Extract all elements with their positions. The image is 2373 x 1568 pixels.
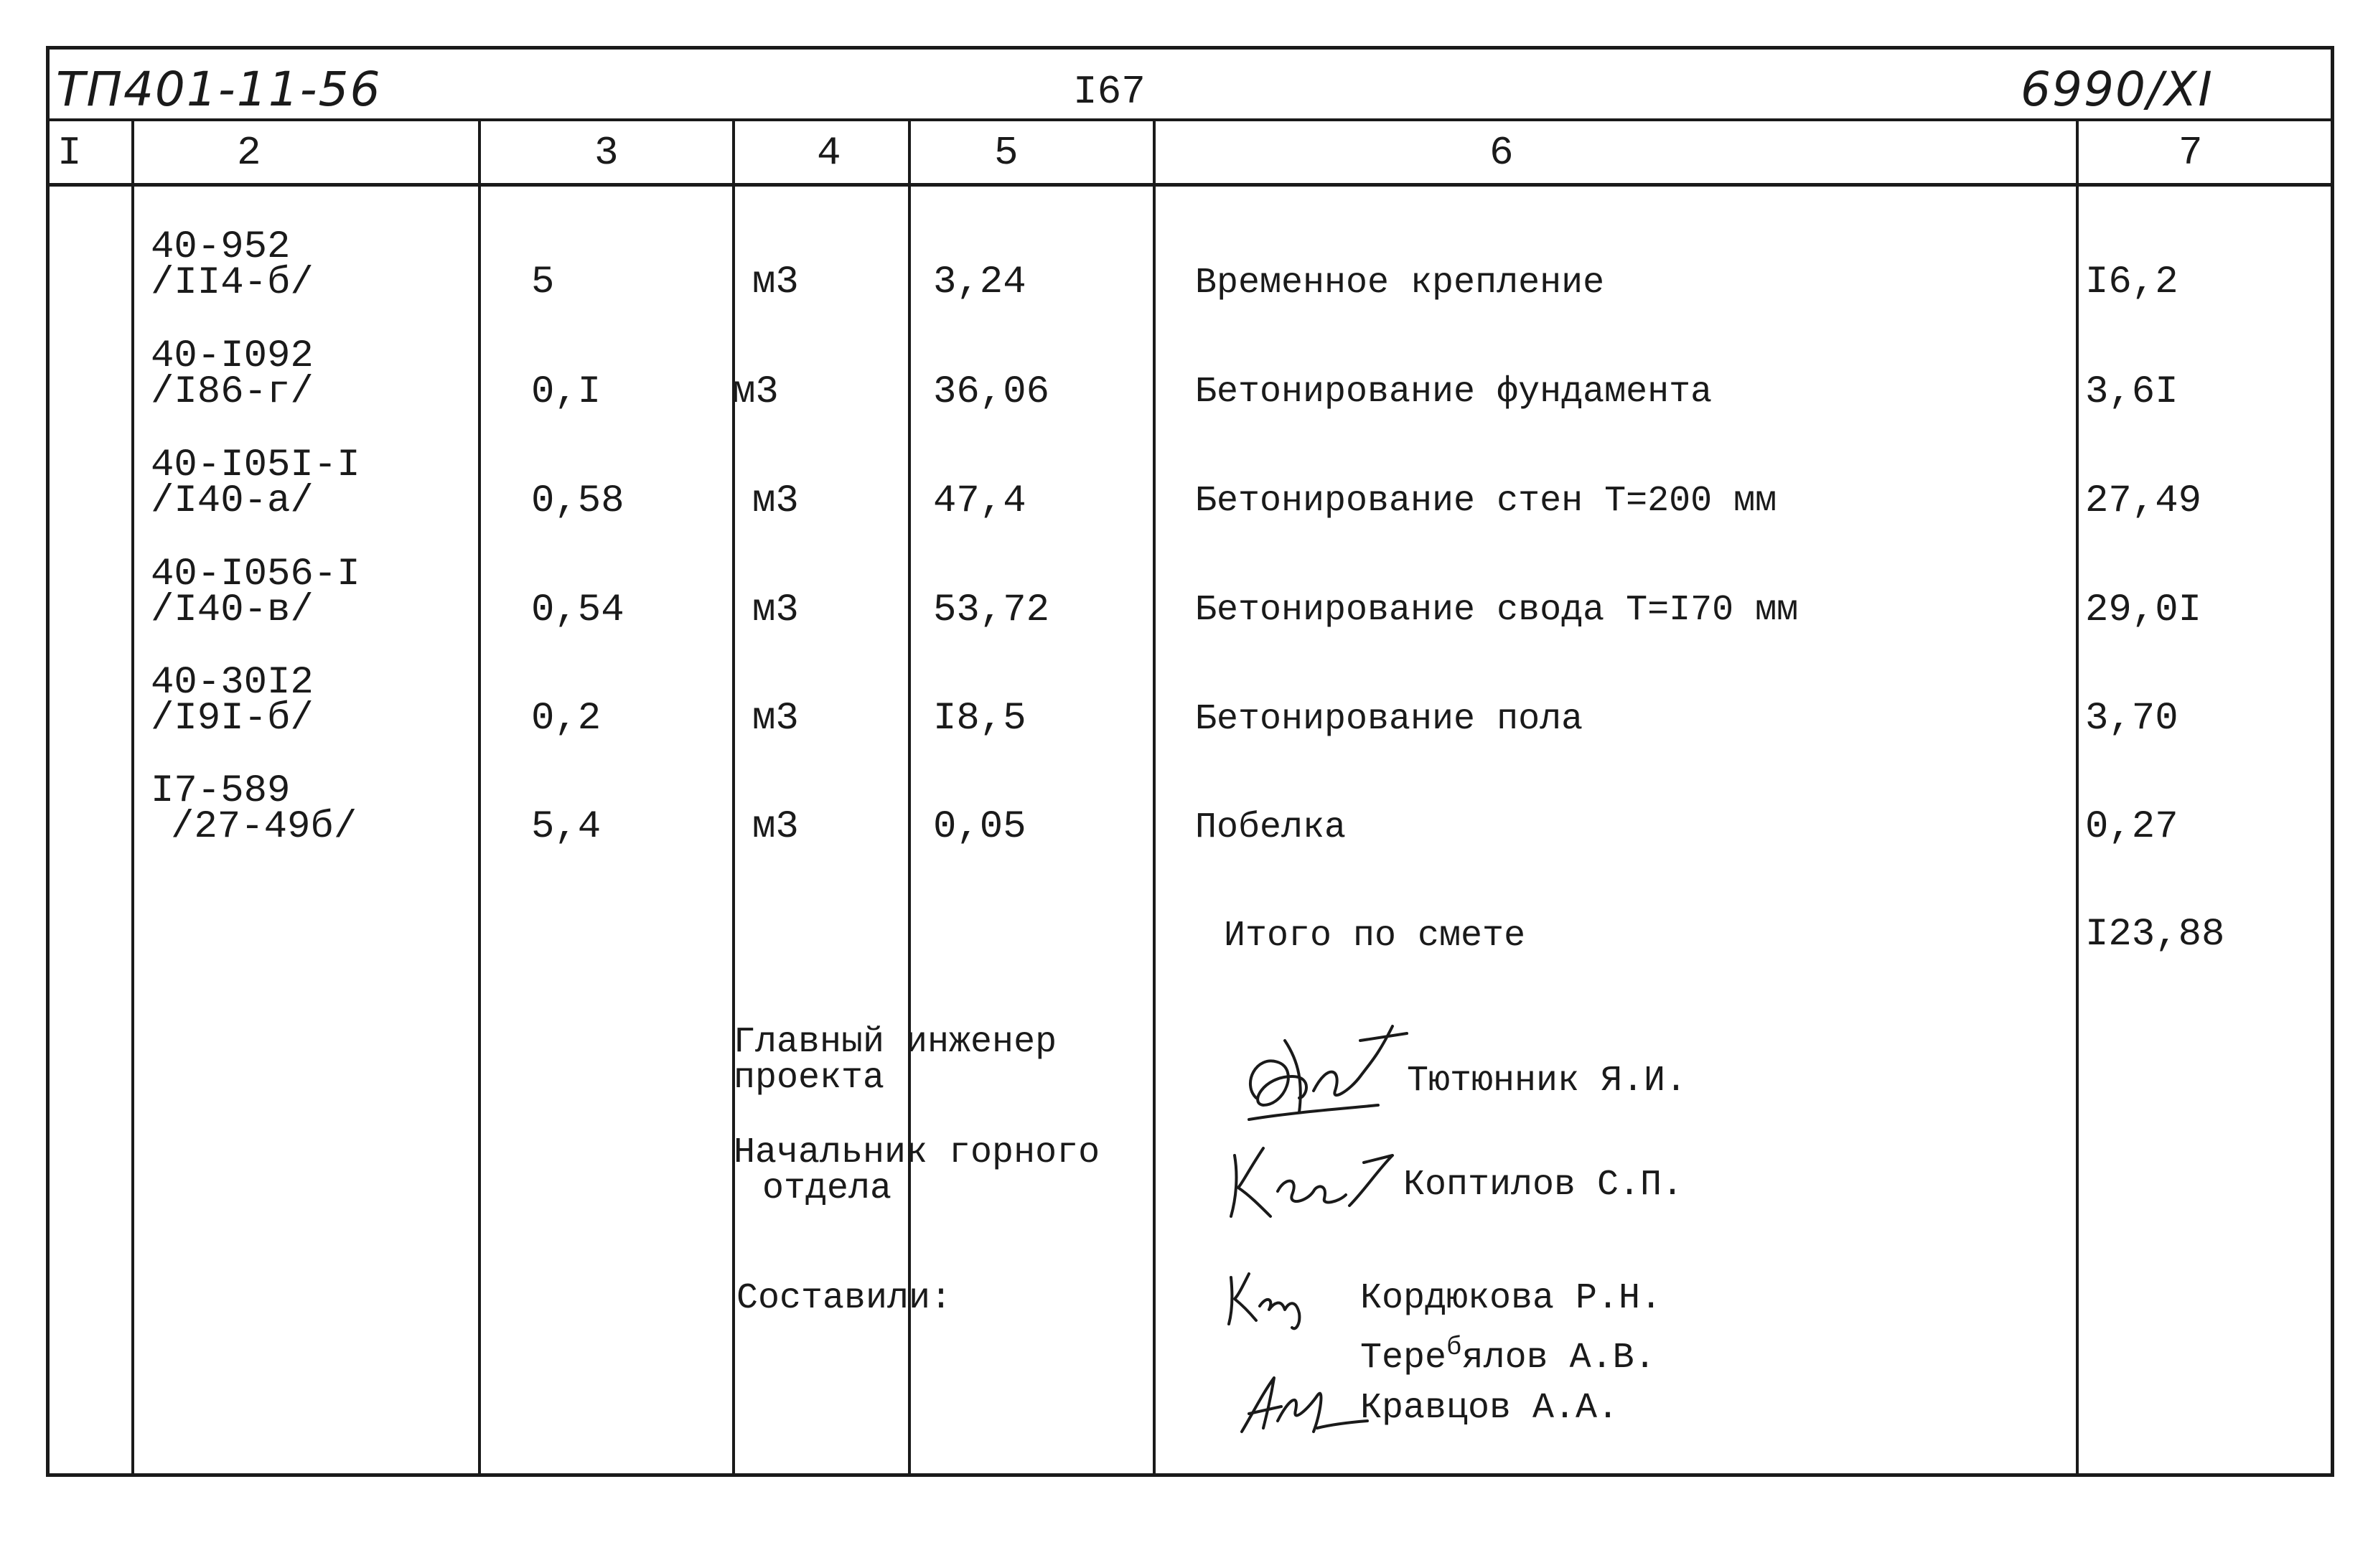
- chief-engineer-title-line-2: проекта: [734, 1058, 885, 1099]
- column-header-4: 4: [817, 130, 841, 176]
- row-1-ref: /II4-б/: [151, 261, 314, 305]
- row-5-total: 3,70: [2085, 697, 2178, 741]
- row-5-code: 40-30I2: [151, 661, 314, 705]
- row-1-unit: м3: [752, 260, 799, 304]
- chief-engineer-title-line-1: Главный инженер: [734, 1022, 1057, 1063]
- row-4-price: 53,72: [933, 588, 1050, 632]
- row-4-qty: 0,54: [531, 588, 624, 632]
- chief-engineer-name: Тютюнник Я.И.: [1407, 1061, 1688, 1102]
- row-6-unit: м3: [752, 805, 799, 849]
- row-2-name: Бетонирование фундамента: [1195, 372, 1713, 413]
- row-3-unit: м3: [752, 479, 799, 523]
- row-3-name: Бетонирование стен Т=200 мм: [1195, 481, 1777, 522]
- compiled-label: Составили:: [736, 1278, 953, 1319]
- row-4-name: Бетонирование свода Т=I70 мм: [1195, 590, 1799, 631]
- row-1-code: 40-952: [151, 225, 291, 269]
- compiler-2-name-superscript: б: [1446, 1333, 1462, 1362]
- mining-head-signature: [1220, 1134, 1407, 1227]
- row-1-price: 3,24: [933, 260, 1026, 304]
- row-6-code: I7-589: [151, 769, 291, 813]
- col-divider-2: [478, 118, 481, 1477]
- column-header-3: 3: [594, 130, 619, 176]
- row-3-code: 40-I05I-I: [151, 443, 360, 487]
- col-divider-4: [908, 118, 911, 1477]
- header-divider: [46, 118, 2334, 121]
- compiler-2-name-rest: ялов А.В.: [1461, 1338, 1656, 1379]
- compiler-3-signature: [1231, 1363, 1375, 1442]
- row-4-code: 40-I056-I: [151, 553, 360, 596]
- row-5-name: Бетонирование пола: [1195, 699, 1583, 740]
- row-1-total: I6,2: [2085, 260, 2178, 304]
- row-5-unit: м3: [752, 697, 799, 741]
- compiler-2-name-prefix: Тере: [1360, 1338, 1447, 1379]
- mining-head-title-line-2: отдела: [762, 1168, 892, 1209]
- row-1-qty: 5: [531, 260, 555, 304]
- row-3-total: 27,49: [2085, 479, 2202, 523]
- row-3-qty: 0,58: [531, 479, 624, 523]
- page-number: I67: [1073, 69, 1146, 115]
- row-6-price: 0,05: [933, 805, 1026, 849]
- column-header-7: 7: [2178, 130, 2203, 176]
- row-4-total: 29,0I: [2085, 588, 2202, 632]
- col-divider-6: [2076, 118, 2079, 1477]
- row-5-qty: 0,2: [531, 697, 602, 741]
- sheet-code: 6990/XI: [2021, 62, 2214, 117]
- row-6-ref: /27-49б/: [171, 805, 357, 849]
- column-header-1: I: [57, 130, 82, 176]
- col-divider-5: [1153, 118, 1156, 1477]
- compiler-3-name: Кравцов А.А.: [1360, 1388, 1619, 1429]
- mining-head-title-line-1: Начальник горного: [734, 1132, 1100, 1173]
- summary-label: Итого по смете: [1224, 916, 1526, 957]
- summary-total: I23,88: [2085, 913, 2225, 957]
- row-4-unit: м3: [752, 588, 799, 632]
- row-4-ref: /I40-в/: [151, 588, 314, 632]
- row-5-price: I8,5: [933, 697, 1026, 741]
- doc-code: ТП401-11-56: [56, 62, 382, 117]
- column-header-divider: [46, 183, 2334, 187]
- row-6-name: Побелка: [1195, 807, 1347, 848]
- row-2-unit: м3: [732, 370, 779, 414]
- row-2-code: 40-I092: [151, 334, 314, 378]
- compiler-1-name: Кордюкова Р.Н.: [1360, 1278, 1662, 1319]
- col-divider-1: [131, 118, 134, 1477]
- row-2-price: 36,06: [933, 370, 1050, 414]
- row-2-ref: /I86-г/: [151, 370, 314, 414]
- compiler-1-signature: [1220, 1263, 1314, 1335]
- mining-head-name: Коптилов С.П.: [1403, 1165, 1684, 1206]
- col-divider-3: [732, 118, 735, 1477]
- row-6-qty: 5,4: [531, 805, 602, 849]
- row-3-price: 47,4: [933, 479, 1026, 523]
- column-header-5: 5: [994, 130, 1019, 176]
- compiler-2-name: [1360, 1333, 1656, 1379]
- column-header-2: 2: [237, 130, 261, 176]
- row-1-name: Временное крепление: [1195, 263, 1605, 304]
- row-5-ref: /I9I-б/: [151, 697, 314, 741]
- row-3-ref: /I40-а/: [151, 479, 314, 523]
- chief-engineer-signature: [1235, 1012, 1421, 1127]
- column-header-6: 6: [1489, 130, 1514, 176]
- table-frame: [46, 46, 2334, 1477]
- row-2-qty: 0,I: [531, 370, 602, 414]
- row-6-total: 0,27: [2085, 805, 2178, 849]
- row-2-total: 3,6I: [2085, 370, 2178, 414]
